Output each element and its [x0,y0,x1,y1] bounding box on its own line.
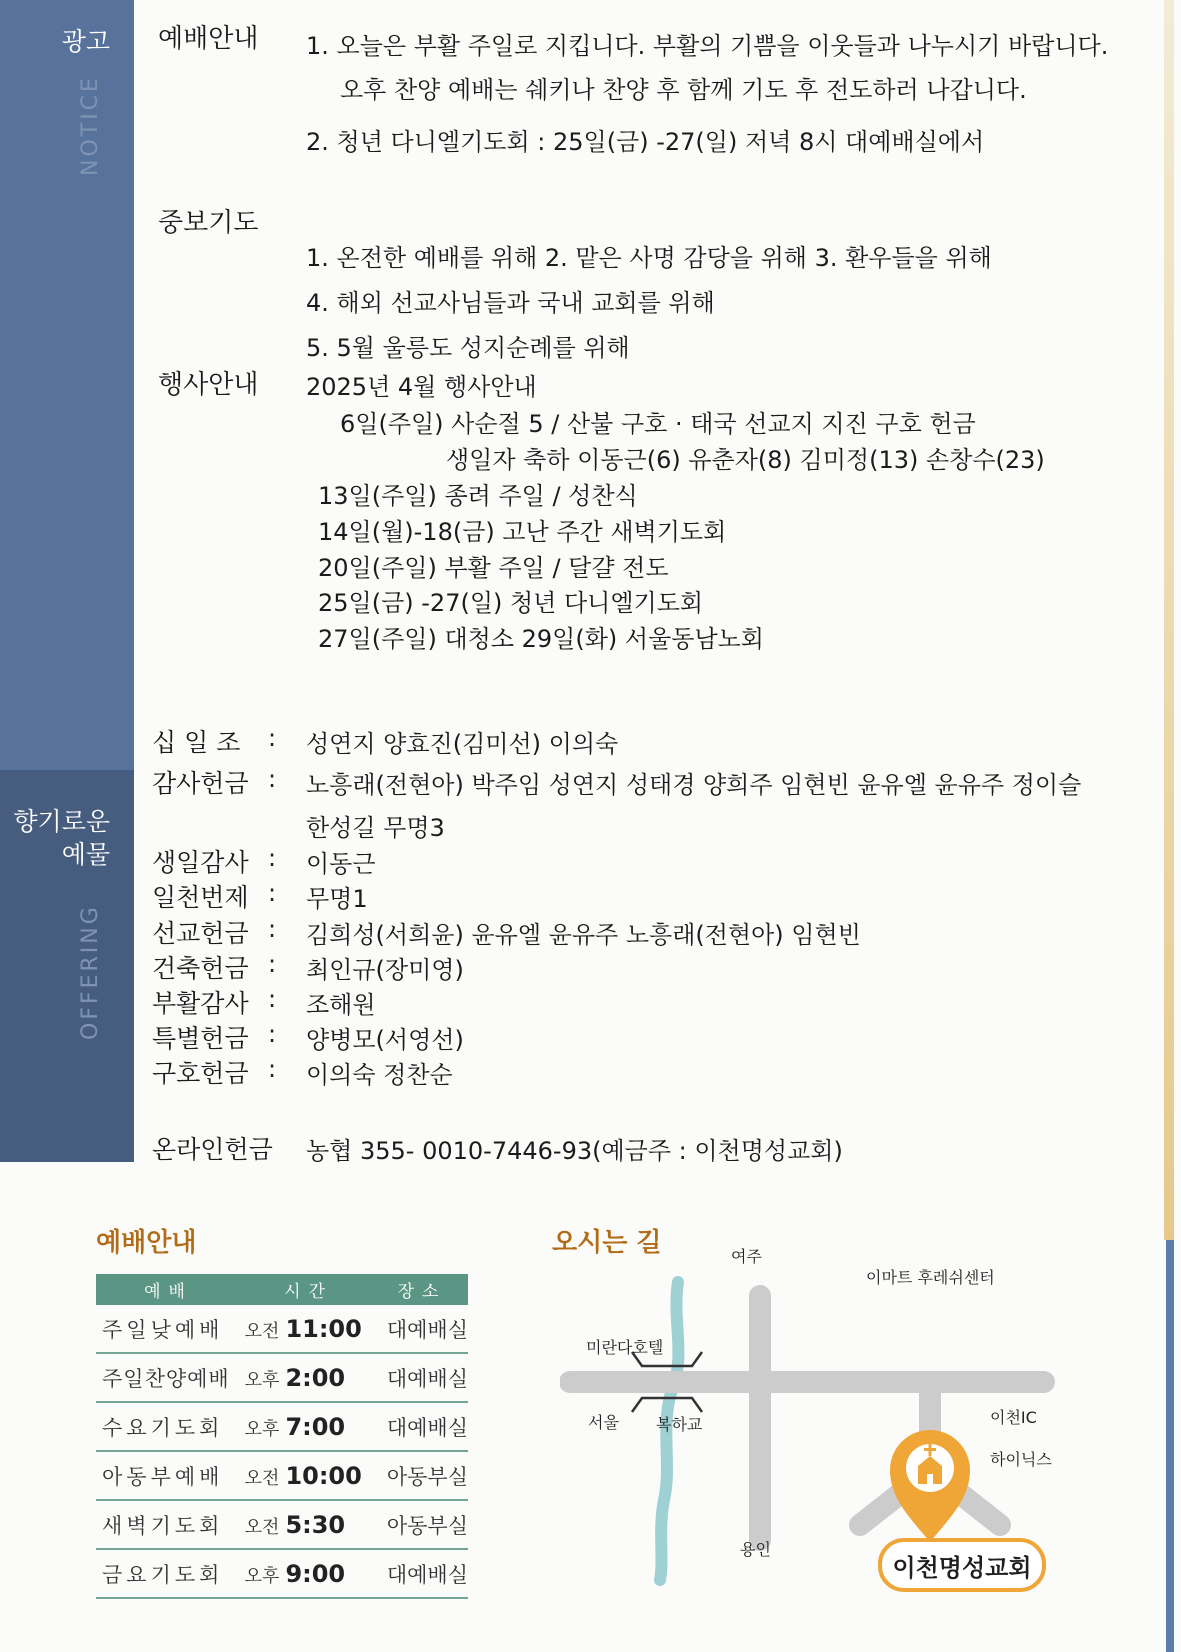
schedule-clock: 5:30 [285,1510,346,1539]
schedule-service: 주일찬양예배 [102,1366,230,1391]
schedule-time [245,1511,378,1539]
schedule-service: 주일낮예배 [102,1317,224,1342]
worship-notice-line: 2. 청년 다니엘기도회 : 25일(금) -27(일) 저녁 8시 대예배실에서 [306,128,985,156]
schedule-title: 예배안내 [96,1228,197,1258]
offering-label-thousand: 일천번제 [152,883,249,912]
offering-label-special: 특별헌금 [152,1024,249,1053]
offering-names-mission: 김희성(서희윤) 윤유엘 윤유주 노흥래(전현아) 임현빈 [306,921,861,949]
schedule-place: 대예배실 [386,1317,468,1342]
offering-names-thanks-cont: 한성길 무명3 [306,814,445,842]
offering-label-building: 건축헌금 [152,954,249,983]
offering-colon: : [268,985,277,1013]
offering-label-thanks: 감사헌금 [152,769,249,798]
events-heading: 2025년 4월 행사안내 [306,373,537,401]
offering-label-relief: 구호헌금 [152,1059,249,1088]
schedule-clock: 9:00 [285,1559,346,1588]
map-label-seoul: 서울 [588,1413,619,1432]
schedule-clock: 7:00 [285,1412,346,1441]
offering-label [0,806,110,871]
schedule-place: 대예배실 [386,1366,468,1391]
prayer-line: 4. 해외 선교사님들과 국내 교회를 위해 [306,289,715,317]
online-offering-label: 온라인헌금 [152,1135,273,1164]
schedule-row [96,1403,468,1452]
schedule-clock: 10:00 [285,1461,362,1490]
sidebar-notice-band [0,0,134,770]
schedule-ampm: 오후 [244,1369,280,1391]
church-name-badge: 이천명성교회 [878,1538,1046,1592]
worship-notice-title: 예배안내 [158,24,259,54]
schedule-table [96,1274,468,1599]
schedule-time [245,1364,378,1392]
schedule-ampm: 오후 [244,1418,280,1440]
edge-decoration-blue [1166,1240,1174,1652]
online-offering-account: 농협 355- 0010-7446-93(예금주 : 이천명성교회) [306,1137,843,1165]
worship-notice-line: 1. 오늘은 부활 주일로 지킵니다. 부활의 기쁨을 이웃들과 나누시기 바랍니다. [306,32,1109,60]
offering-label-easter: 부활감사 [152,989,249,1018]
schedule-service: 새벽기도회 [102,1513,224,1538]
offering-names-relief: 이의숙 정찬순 [306,1061,453,1089]
offering-names-easter: 조해원 [306,991,376,1019]
event-line: 27일(주일) 대청소 29일(화) 서울동남노회 [318,625,764,653]
offering-colon: : [268,915,277,943]
schedule-time [245,1462,378,1490]
schedule-row [96,1354,468,1403]
schedule-ampm: 오후 [244,1565,280,1587]
schedule-place: 아동부실 [386,1513,468,1538]
schedule-time [245,1315,378,1343]
offering-colon: : [268,950,277,978]
notice-label: 광고 [61,27,110,56]
events-title: 행사안내 [158,370,259,400]
offering-colon: : [268,1020,277,1048]
schedule-service: 금요기도회 [102,1562,224,1587]
schedule-time [245,1413,378,1441]
edge-decoration-gold [1164,0,1174,1240]
prayer-title: 중보기도 [158,208,259,238]
schedule-time [245,1560,378,1588]
schedule-row [96,1452,468,1501]
map-label-yongin: 용인 [740,1540,771,1559]
map-label-miranda: 미란다호텔 [586,1338,664,1357]
offering-names-tithe: 성연지 양효진(김미선) 이의숙 [306,730,619,758]
offering-label-mission: 선교헌금 [152,919,249,948]
notice-en-label: NOTICE [78,75,103,176]
offering-colon: : [268,724,277,752]
schedule-ampm: 오전 [244,1467,280,1489]
schedule-place: 대예배실 [386,1562,468,1587]
schedule-header [96,1274,468,1305]
prayer-line: 5. 5월 울릉도 성지순례를 위해 [306,334,630,362]
map-label-hynix: 하이닉스 [990,1450,1052,1469]
offering-label-birthday: 생일감사 [152,848,249,877]
offering-label-line1: 향기로운 [13,807,110,836]
schedule-clock: 11:00 [285,1314,362,1343]
schedule-ampm: 오전 [244,1320,280,1342]
prayer-line: 1. 온전한 예배를 위해 2. 맡은 사명 감당을 위해 3. 환우들을 위해 [306,244,992,272]
map-label-icheon-ic: 이천IC [990,1408,1037,1427]
schedule-place: 대예배실 [386,1415,468,1440]
schedule-row [96,1501,468,1550]
schedule-ampm: 오전 [244,1516,280,1538]
offering-names-birthday: 이동근 [306,850,376,878]
worship-notice-line: 오후 찬양 예배는 쉐키나 찬양 후 함께 기도 후 전도하러 나갑니다. [340,76,1027,104]
map-label-emart: 이마트 후레쉬센터 [866,1268,995,1287]
event-line: 6일(주일) 사순절 5 / 산불 구호 · 태국 선교지 지진 구호 헌금 [340,410,976,438]
offering-names-thanks: 노흥래(전현아) 박주임 성연지 성태경 양희주 임현빈 윤유엘 윤유주 정이슬 [306,771,1082,799]
offering-colon: : [268,844,277,872]
schedule-service: 수요기도회 [102,1415,224,1440]
map-label-yeoju: 여주 [731,1247,762,1266]
offering-colon: : [268,1055,277,1083]
offering-names-thousand: 무명1 [306,885,368,913]
offering-names-building: 최인규(장미영) [306,956,464,984]
offering-colon: : [268,879,277,907]
event-line: 20일(주일) 부활 주일 / 달걀 전도 [318,554,669,582]
schedule-header-place: 장소 [397,1282,447,1302]
event-line: 13일(주일) 종려 주일 / 성찬식 [318,482,638,510]
schedule-clock: 2:00 [285,1363,346,1392]
offering-label-tithe: 십 일 조 [152,728,241,757]
event-line: 생일자 축하 이동근(6) 유춘자(8) 김미정(13) 손창수(23) [446,446,1045,474]
map-label-bokha: 복하교 [656,1415,703,1434]
schedule-header-service: 예배 [144,1282,193,1302]
schedule-service: 아동부예배 [102,1464,224,1489]
schedule-place: 아동부실 [386,1464,468,1489]
church-pin-icon [890,1430,970,1542]
offering-names-special: 양병모(서영선) [306,1026,464,1054]
event-line: 14일(월)-18(금) 고난 주간 새벽기도회 [318,518,727,546]
schedule-header-time: 시간 [284,1282,333,1302]
offering-colon: : [268,765,277,793]
schedule-row [96,1305,468,1354]
event-line: 25일(금) -27(일) 청년 다니엘기도회 [318,589,704,617]
schedule-row [96,1550,468,1599]
map-title: 오시는 길 [552,1228,662,1258]
offering-en-label: OFFERING [78,904,103,1040]
offering-label-line2: 예물 [61,839,110,869]
